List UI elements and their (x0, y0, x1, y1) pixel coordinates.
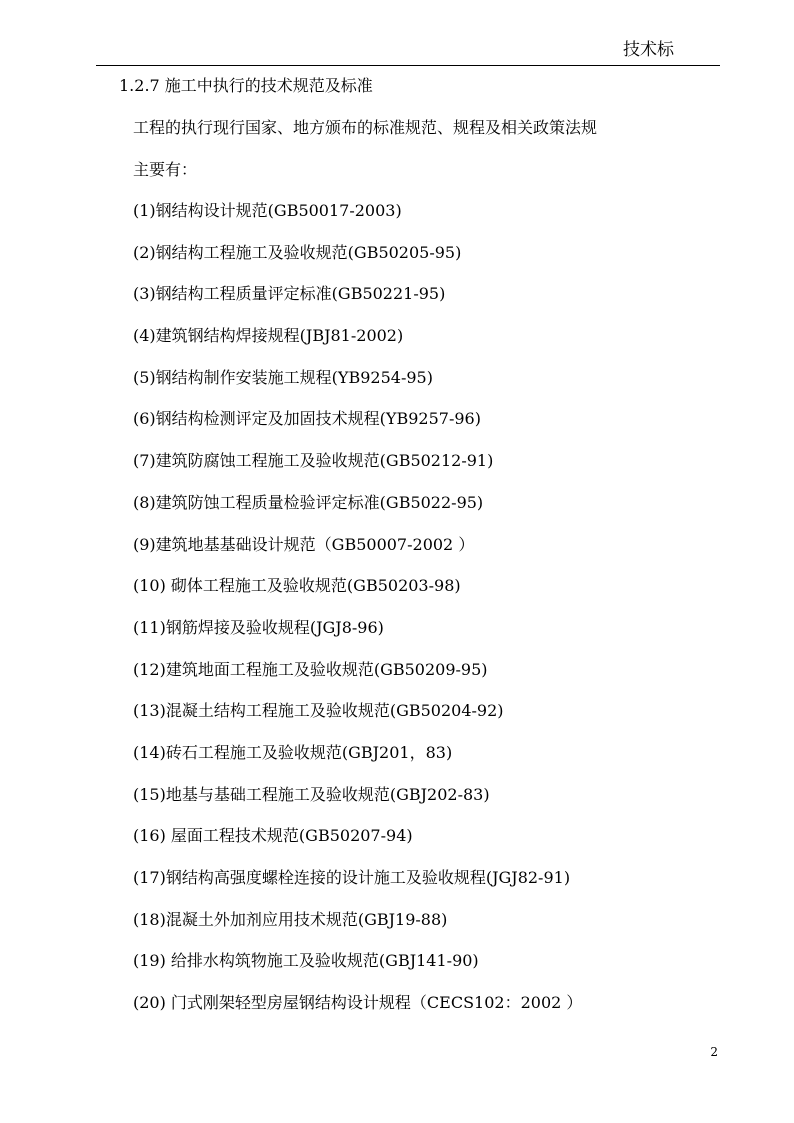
standard-item-15: (15)地基与基础工程施工及验收规范(GBJ202-83) (133, 784, 490, 804)
header-title: 技术标 (623, 40, 674, 60)
standard-item-10: (10) 砌体工程施工及验收规范(GB50203-98) (133, 576, 461, 596)
standard-item-14: (14)砖石工程施工及验收规范(GBJ201，83) (133, 742, 453, 762)
standard-item-16: (16) 屋面工程技术规范(GB50207-94) (133, 826, 413, 846)
standard-item-4: (4)建筑钢结构焊接规程(JBJ81-2002) (133, 326, 404, 346)
standard-item-5: (5)钢结构制作安装施工规程(YB9254-95) (133, 367, 433, 387)
standard-item-19: (19) 给排水构筑物施工及验收规范(GBJ141-90) (133, 951, 479, 971)
header-rule (96, 65, 720, 66)
standard-item-3: (3)钢结构工程质量评定标准(GB50221-95) (133, 284, 446, 304)
standard-item-6: (6)钢结构检测评定及加固技术规程(YB9257-96) (133, 409, 481, 429)
standard-item-13: (13)混凝土结构工程施工及验收规范(GB50204-92) (133, 701, 504, 721)
page-number: 2 (710, 1045, 718, 1059)
standard-item-9: (9)建筑地基基础设计规范（GB50007-2002 ） (133, 534, 475, 554)
standard-item-17: (17)钢结构高强度螺栓连接的设计施工及验收规程(JGJ82-91) (133, 868, 571, 887)
standard-item-12: (12)建筑地面工程施工及验收规范(GB50209-95) (133, 659, 488, 679)
standards-list (133, 200, 582, 1034)
standard-item-1: (1)钢结构设计规范(GB50017-2003) (133, 201, 402, 220)
intro-line-1: 工程的执行现行国家、地方颁布的标准规范、规程及相关政策法规 (133, 118, 598, 137)
standard-item-18: (18)混凝土外加剂应用技术规范(GBJ19-88) (133, 909, 448, 929)
section-heading: 1.2.7 施工中执行的技术规范及标准 (119, 76, 373, 95)
standard-item-8: (8)建筑防蚀工程质量检验评定标准(GB5022-95) (133, 492, 484, 512)
intro-line-2: 主要有： (133, 160, 198, 179)
standard-item-7: (7)建筑防腐蚀工程施工及验收规范(GB50212-91) (133, 451, 494, 471)
standard-item-11: (11)钢筋焊接及验收规程(JGJ8-96) (133, 617, 384, 637)
standard-item-2: (2)钢结构工程施工及验收规范(GB50205-95) (133, 242, 462, 262)
standard-item-20: (20) 门式刚架轻型房屋钢结构设计规程（CECS102：2002 ） (133, 993, 583, 1013)
